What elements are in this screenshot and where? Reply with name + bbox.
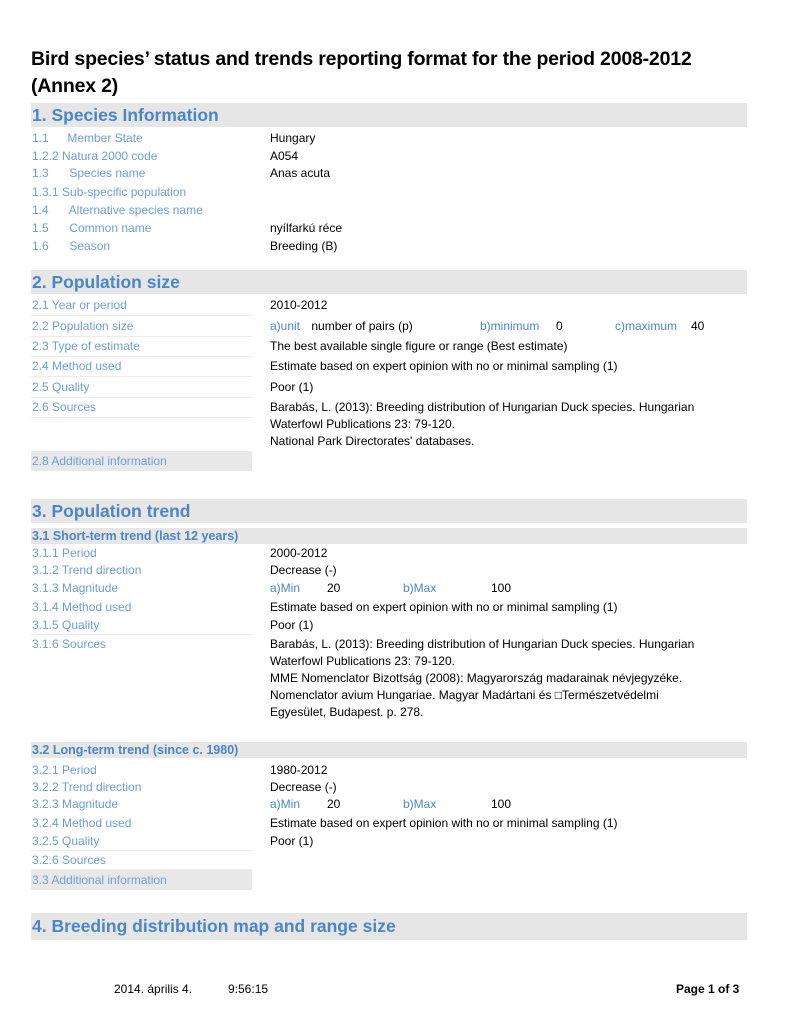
section-3-heading: 3. Population trend	[31, 499, 747, 523]
row-alt-name-label: 1.4 Alternative species name	[32, 203, 203, 217]
row-divider	[31, 315, 252, 316]
lt-method-label: 3.2.4 Method used	[32, 816, 132, 830]
st-period-value: 2000-2012	[270, 546, 328, 560]
row-divider	[31, 356, 252, 357]
common-name-value: nyílfarkú réce	[270, 221, 343, 235]
season-value: Breeding (B)	[270, 239, 338, 253]
st-sources-value	[270, 636, 740, 721]
st-direction-label: 3.1.2 Trend direction	[32, 563, 142, 577]
year-period-label: 2.1 Year or period	[32, 298, 127, 312]
row-divider	[31, 634, 252, 635]
sources-value	[270, 399, 740, 450]
lt-method-value: Estimate based on expert opinion with no or minimal sampling (1)	[270, 816, 618, 830]
st-quality-label: 3.1.5 Quality	[32, 618, 100, 632]
lt-quality-value: Poor (1)	[270, 834, 314, 848]
species-name-value: Anas acuta	[270, 166, 331, 180]
row-divider	[31, 850, 252, 851]
lt-min-label: a)Min	[270, 797, 301, 811]
row-natura-code-label: 1.2.2 Natura 2000 code	[32, 149, 158, 163]
st-max-label: b)Max	[403, 581, 437, 595]
lt-direction-value: Decrease (-)	[270, 780, 337, 794]
lt-direction-label: 3.2.2 Trend direction	[32, 780, 142, 794]
st-sources-label: 3.1.6 Sources	[32, 637, 107, 651]
row-season-label: 1.6 Season	[32, 239, 111, 253]
lt-max-value: 100	[491, 797, 512, 811]
source-line: Egyesület, Budapest. p. 278.	[270, 705, 424, 719]
lt-magnitude-label: 3.2.3 Magnitude	[32, 797, 119, 811]
long-term-heading: 3.2 Long-term trend (since c. 1980)	[31, 742, 747, 758]
source-line: Barabás, L. (2013): Breeding distribution of Hungarian Duck species. Hungarian	[270, 400, 695, 414]
title-line-2: (Annex 2)	[31, 75, 119, 97]
st-min-label: a)Min	[270, 581, 301, 595]
lt-min-value: 20	[327, 797, 341, 811]
source-line: Waterfowl Publications 23: 79-120.	[270, 417, 455, 431]
source-line: Nomenclator avium Hungariae. Magyar Madártani és □Természetvédelmi	[270, 688, 659, 702]
lt-max-label: b)Max	[403, 797, 437, 811]
minimum-label: b)minimum	[480, 319, 540, 333]
st-magnitude-label: 3.1.3 Magnitude	[32, 581, 119, 595]
st-quality-value: Poor (1)	[270, 618, 314, 632]
st-period-label: 3.1.1 Period	[32, 546, 97, 560]
lt-quality-label: 3.2.5 Quality	[32, 834, 100, 848]
sources-label: 2.6 Sources	[32, 400, 97, 414]
source-line: Barabás, L. (2013): Breeding distribution of Hungarian Duck species. Hungarian	[270, 637, 695, 651]
lt-sources-label: 3.2.6 Sources	[32, 853, 107, 867]
quality-label: 2.5 Quality	[32, 380, 90, 394]
footer-time: 9:56:15	[228, 982, 269, 996]
st-max-value: 100	[491, 581, 512, 595]
st-method-label: 3.1.4 Method used	[32, 600, 132, 614]
source-line: Waterfowl Publications 23: 79-120.	[270, 654, 455, 668]
population-size-values	[270, 319, 413, 333]
member-state-value: Hungary	[270, 131, 316, 145]
row-divider	[31, 336, 252, 337]
st-direction-value: Decrease (-)	[270, 563, 337, 577]
year-period-value: 2010-2012	[270, 298, 328, 312]
natura-code-value: A054	[270, 149, 299, 163]
row-divider	[31, 397, 252, 398]
short-term-heading: 3.1 Short-term trend (last 12 years)	[31, 528, 747, 544]
estimate-type-label: 2.3 Type of estimate	[32, 339, 140, 353]
st-method-value: Estimate based on expert opinion with no or minimal sampling (1)	[270, 600, 618, 614]
quality-value: Poor (1)	[270, 380, 314, 394]
page-number: Page 1 of 3	[676, 982, 740, 996]
trend-additional-info-label: 3.3 Additional information	[31, 870, 252, 890]
method-used-label: 2.4 Method used	[32, 359, 122, 373]
additional-info-label: 2.8 Additional information	[31, 451, 252, 471]
lt-period-value: 1980-2012	[270, 763, 328, 777]
section-1-heading: 1. Species Information	[31, 103, 747, 127]
row-subspecific-label: 1.3.1 Sub-specific population	[32, 185, 187, 199]
st-min-value: 20	[327, 581, 341, 595]
lt-period-label: 3.2.1 Period	[32, 763, 97, 777]
section-2-heading: 2. Population size	[31, 270, 747, 294]
maximum-value: 40	[691, 319, 705, 333]
population-size-label: 2.2 Population size	[32, 319, 134, 333]
source-line: National Park Directorates' databases.	[270, 434, 475, 448]
row-divider	[31, 376, 252, 377]
title-line-1: Bird species’ status and trends reporting format for the period 2008-2012	[31, 48, 692, 70]
row-divider	[31, 417, 252, 418]
minimum-value: 0	[556, 319, 563, 333]
section-4-heading: 4. Breeding distribution map and range size	[31, 913, 747, 940]
unit-label: a)unit	[270, 319, 301, 333]
estimate-type-value: The best available single figure or range (Best estimate)	[270, 339, 568, 353]
row-species-name-label: 1.3 Species name	[32, 166, 146, 180]
method-used-value: Estimate based on expert opinion with no or minimal sampling (1)	[270, 359, 618, 373]
unit-value: number of pairs (p)	[311, 319, 413, 333]
row-common-name-label: 1.5 Common name	[32, 221, 152, 235]
document-title	[31, 46, 761, 100]
source-line: MME Nomenclator Bizottság (2008): Magyarország madarainak névjegyzéke.	[270, 671, 683, 685]
row-member-state-label: 1.1 Member State	[32, 131, 143, 145]
maximum-label: c)maximum	[615, 319, 677, 333]
footer-date: 2014. április 4.	[114, 982, 193, 996]
